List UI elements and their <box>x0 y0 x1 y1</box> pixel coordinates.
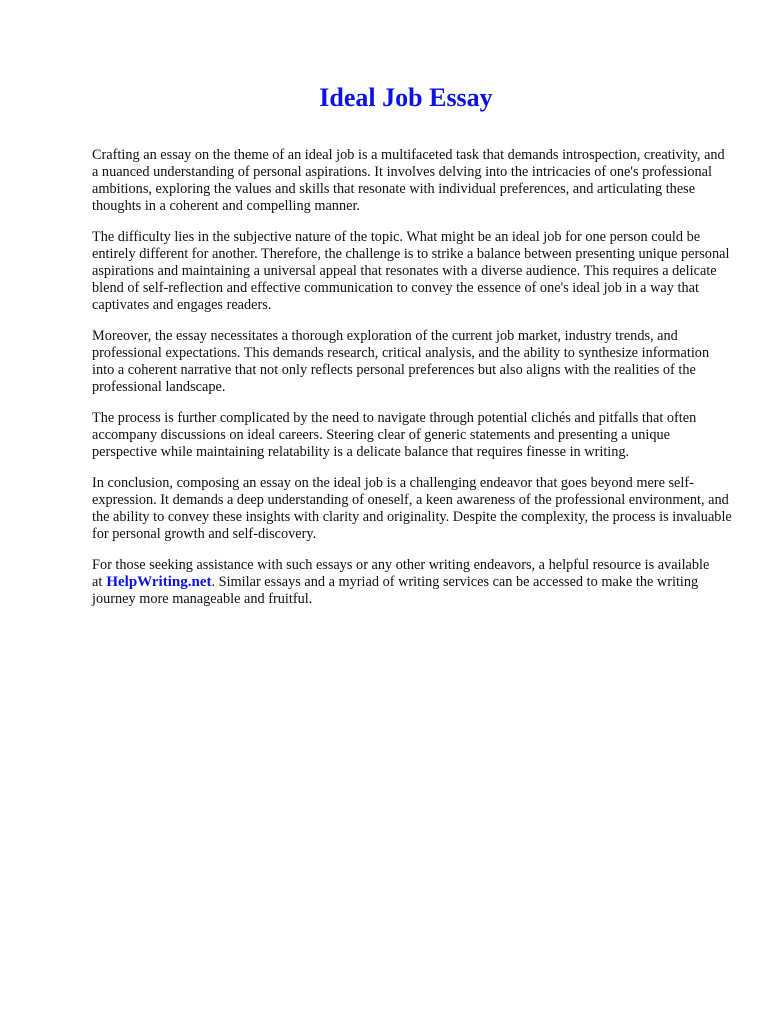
paragraph-1: Crafting an essay on the theme of an ideal job is a multifaceted task that demands introspection, creativity, and a nuanced understanding of personal aspirations. It involves delving into the intricacies of one's professional ambitions, exploring the values and skills that resonate with individual preferences, and articulating these thoughts in a coherent and compelling manner. <box>92 147 725 214</box>
paragraph-4: The process is further complicated by the need to navigate through potential clichés and pitfalls that often accompany discussions on ideal careers. Steering clear of generic statements and presenting a unique perspective while maintaining relatability is a delicate balance that requires finesse in writing. <box>92 410 697 460</box>
page-title: Ideal Job Essay <box>319 83 493 112</box>
final-paragraph-text-after-link: . Similar essays and a myriad of writing services can be accessed to make the writing journey more manageable and fruitful. <box>92 574 699 607</box>
paragraph-final <box>92 557 732 608</box>
paragraph-5: In conclusion, composing an essay on the ideal job is a challenging endeavor that goes beyond mere self-expression. It demands a deep understanding of oneself, a keen awareness of the professional environment, and the ability to convey these insights with clarity and originality. Despite the complexity, the process is invaluable for personal growth and self-discovery. <box>92 475 732 542</box>
helpwriting-link[interactable]: HelpWriting.net <box>106 574 212 590</box>
paragraph-3: Moreover, the essay necessitates a thorough exploration of the current job market, industry trends, and professional expectations. This demands research, critical analysis, and the ability to synthesize information into a coherent narrative that not only reflects personal preferences but also aligns with the realities of the professional landscape. <box>92 328 710 395</box>
essay-body <box>92 147 732 622</box>
final-paragraph-text-before-link: For those seeking assistance with such essays or any other writing endeavors, a helpful resource is available at <box>92 557 710 590</box>
paragraph-2: The difficulty lies in the subjective nature of the topic. What might be an ideal job for one person could be entirely different for another. Therefore, the challenge is to strike a balance between presenting unique personal aspirations and maintaining a universal appeal that resonates with a diverse audience. This requires a delicate blend of self-reflection and effective communication to convey the essence of one's ideal job in a way that captivates and engages readers. <box>92 229 730 313</box>
